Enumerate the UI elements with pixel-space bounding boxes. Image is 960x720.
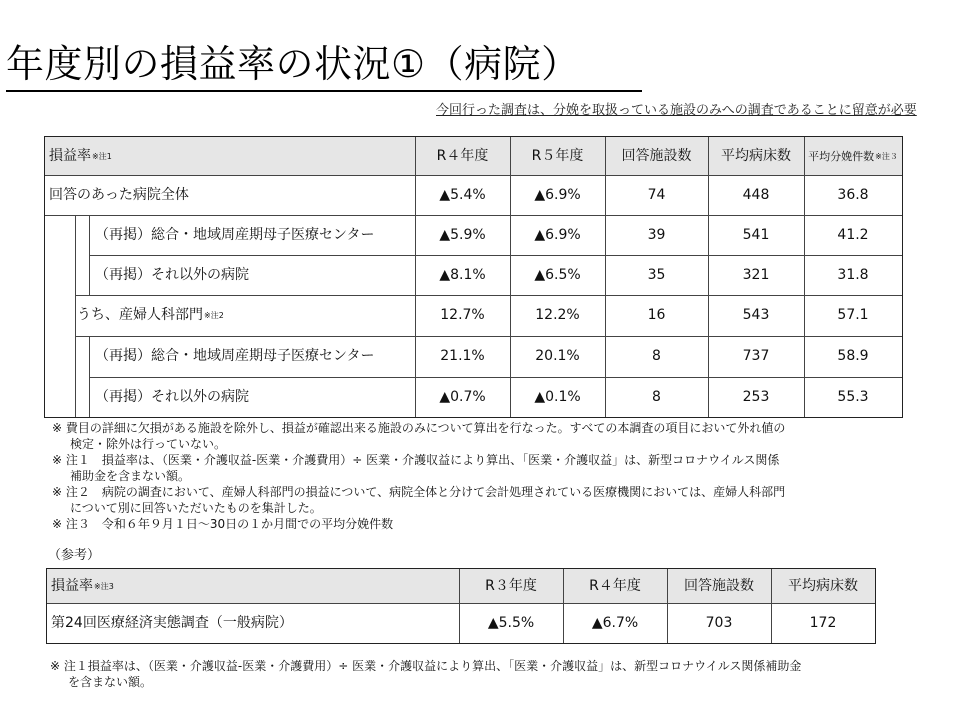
row-obgyn-center-label-text: （再掲）総合・地域周産期母子医療センター — [95, 348, 375, 364]
header-births-label: 平均分娩件数 — [808, 149, 875, 163]
header-births-note: ※注３ — [875, 151, 898, 161]
row-obgyn-note: ※注2 — [204, 311, 224, 320]
row-divider — [45, 215, 902, 216]
col-divider — [605, 137, 606, 417]
footnotes — [52, 420, 785, 532]
ref-header-label: 損益率 — [51, 577, 93, 594]
row-center-facilities: 39 — [647, 226, 666, 243]
ref-header-note: ※注3 — [94, 581, 114, 591]
row-all-hospitals-births: 36.8 — [837, 186, 869, 203]
footnote-line: ※ 注３ 令和６年９月１日〜30日の１か月間での平均分娩件数 — [52, 517, 394, 531]
row-center-label-text: （再掲）総合・地域周産期母子医療センター — [95, 226, 375, 243]
row-other-r4: ▲8.1% — [439, 266, 486, 283]
header-label: 損益率 — [49, 147, 91, 164]
row-other-facilities: 35 — [647, 266, 666, 283]
row-divider — [45, 175, 902, 176]
row-obgyn-other-label: （再掲）それ以外の病院 — [95, 388, 249, 405]
row-divider — [89, 377, 902, 378]
footnote-line: を含まない額。 — [68, 675, 153, 689]
row-obgyn-center-r5: 20.1% — [535, 348, 580, 364]
ref-header-label-cell — [47, 569, 459, 603]
row-obgyn-other-r5: ▲0.1% — [534, 388, 581, 405]
footnote-line: ※ 注２ 病院の調査において、産婦人科部門の損益について、病院全体と分けて会計処理されている医療機関においては、産婦人科部門 — [52, 485, 786, 499]
col-divider — [510, 137, 511, 417]
col-divider — [667, 569, 668, 643]
footnote-line: 補助金を含まない額。 — [70, 469, 191, 483]
row-obgyn-center-label — [89, 336, 415, 377]
row-center-births: 41.2 — [837, 226, 869, 243]
row-obgyn-beds: 543 — [742, 307, 770, 323]
footnote-line: ※ 費目の詳細に欠損がある施設を除外し、損益が確認出来る施設のみについて算出を行なった。すべての本調査の項目において外れ値の — [52, 421, 786, 435]
row-all-hospitals-r4: ▲5.4% — [439, 186, 486, 203]
row-obgyn-births: 57.1 — [837, 307, 869, 323]
col-divider — [459, 569, 460, 643]
row-center-beds: 541 — [742, 226, 770, 243]
footnote-line: ※ 注１損益率は、（医業・介護収益-医業・介護費用）÷ 医業・介護収益により算出、「医業・介護収益」は、新型コロナウイルス関係補助金 — [50, 659, 802, 673]
row-divider — [75, 336, 902, 337]
ref-header-beds: 平均病床数 — [771, 569, 875, 603]
header-r5: R５年度 — [510, 137, 605, 175]
footnote-line: について別に回答いただいたものを集計した。 — [70, 501, 322, 515]
row-all-hospitals-facilities: 74 — [647, 186, 666, 203]
col-divider — [563, 569, 564, 643]
page-title: 年度別の損益率の状況①（病院） — [6, 38, 642, 92]
tree-line — [75, 215, 76, 417]
row-other-label: （再掲）それ以外の病院 — [95, 266, 249, 283]
row-obgyn-other-beds: 253 — [742, 388, 770, 405]
row-center-label — [89, 215, 415, 255]
ref-header-r3: R３年度 — [459, 569, 563, 603]
ref-header-facilities: 回答施設数 — [667, 569, 771, 603]
ref-row-r3: ▲5.5% — [487, 614, 535, 631]
row-center-r4: ▲5.9% — [439, 226, 486, 243]
row-center-r5: ▲6.9% — [534, 226, 581, 243]
row-obgyn-center-facilities: 8 — [652, 348, 661, 364]
row-obgyn-label-text: うち、産婦人科部門 — [77, 307, 203, 323]
row-obgyn-r5: 12.2% — [535, 307, 580, 323]
col-divider — [415, 137, 416, 417]
row-other-beds: 321 — [742, 266, 770, 283]
ref-row-beds: 172 — [809, 614, 837, 631]
row-divider — [47, 603, 875, 604]
col-divider — [708, 137, 709, 417]
row-obgyn-label — [75, 295, 415, 336]
row-all-hospitals-beds: 448 — [742, 186, 770, 203]
row-obgyn-other-births: 55.3 — [837, 388, 869, 405]
ref-row-r4: ▲6.7% — [591, 614, 639, 631]
row-other-births: 31.8 — [837, 266, 869, 283]
row-divider — [75, 295, 902, 296]
scope-note: 今回行った調査は、分娩を取扱っている施設のみへの調査であることに留意が必要 — [436, 103, 917, 118]
row-obgyn-other-facilities: 8 — [652, 388, 661, 405]
row-obgyn-center-births: 58.9 — [837, 348, 869, 364]
row-other-r5: ▲6.5% — [534, 266, 581, 283]
col-divider — [804, 137, 805, 417]
row-all-hospitals-r5: ▲6.9% — [534, 186, 581, 203]
reference-footnote — [50, 658, 801, 690]
ref-row-label: 第24回医療経済実態調査（一般病院） — [51, 614, 293, 631]
row-obgyn-center-beds: 737 — [742, 348, 770, 364]
col-divider — [771, 569, 772, 643]
row-all-hospitals-label: 回答のあった病院全体 — [49, 186, 189, 203]
footnote-line: ※ 注１ 損益率は、（医業・介護収益-医業・介護費用）÷ 医業・介護収益により算出、「医業・介護収益」は、新型コロナウイルス関係 — [52, 453, 780, 467]
header-label-cell — [45, 137, 415, 175]
reference-table — [46, 568, 876, 644]
row-obgyn-center-r4: 21.1% — [440, 348, 485, 364]
header-label-note: ※注1 — [92, 151, 112, 161]
row-obgyn-facilities: 16 — [647, 307, 666, 323]
reference-label: （参考） — [48, 548, 101, 563]
header-beds: 平均病床数 — [708, 137, 804, 175]
header-facilities: 回答施設数 — [605, 137, 708, 175]
header-r4: R４年度 — [415, 137, 510, 175]
ref-header-r4: R４年度 — [563, 569, 667, 603]
footnote-line: 検定・除外は行っていない。 — [70, 437, 227, 451]
profit-rate-table — [44, 136, 903, 418]
ref-row-facilities: 703 — [705, 614, 733, 631]
row-divider — [89, 255, 902, 256]
row-obgyn-other-r4: ▲0.7% — [439, 388, 486, 405]
header-births — [804, 137, 902, 175]
row-obgyn-r4: 12.7% — [440, 307, 485, 323]
